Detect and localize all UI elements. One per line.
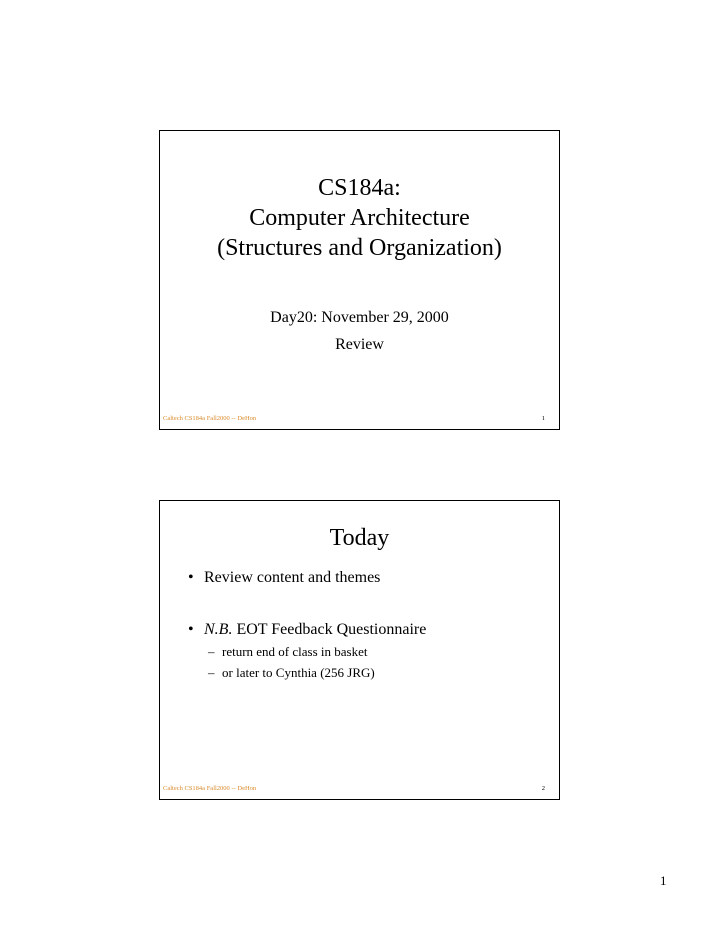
title-line-1: CS184a:: [318, 175, 401, 201]
sub-bullet-text: return end of class in basket: [222, 644, 368, 659]
slide-1: [159, 130, 560, 430]
sub-bullet-item: [208, 664, 375, 682]
subtitle-date: Day20: November 29, 2000: [270, 309, 449, 326]
slide-footer: Caltech CS184a Fall2000 -- DeHon: [163, 785, 257, 792]
title-line-2: Computer Architecture: [249, 205, 470, 231]
slide-number: 1: [541, 415, 545, 422]
subtitle-topic: Review: [335, 336, 384, 353]
sub-bullet-item: [208, 643, 367, 661]
page-number: 1: [660, 873, 667, 888]
bullet-icon: •: [188, 621, 194, 638]
bullet-text: EOT Feedback Questionnaire: [232, 621, 427, 638]
slide-1-title: [160, 173, 559, 263]
sub-bullet-text: or later to Cynthia (256 JRG): [222, 665, 375, 680]
title-line-3: (Structures and Organization): [217, 235, 502, 261]
slide-footer: Caltech CS184a Fall2000 -- DeHon: [163, 415, 257, 422]
bullet-emphasis: N.B.: [204, 621, 233, 638]
slide-number: 2: [541, 785, 545, 792]
bullet-icon: •: [188, 569, 194, 586]
dash-icon: –: [208, 665, 215, 680]
bullet-item: [188, 568, 380, 588]
slide-2-title: Today: [329, 525, 390, 551]
slide-2: [159, 500, 560, 800]
dash-icon: –: [208, 644, 215, 659]
slide-1-subtitle: [160, 304, 559, 358]
bullet-item: [188, 620, 426, 640]
bullet-text: Review content and themes: [204, 569, 381, 586]
